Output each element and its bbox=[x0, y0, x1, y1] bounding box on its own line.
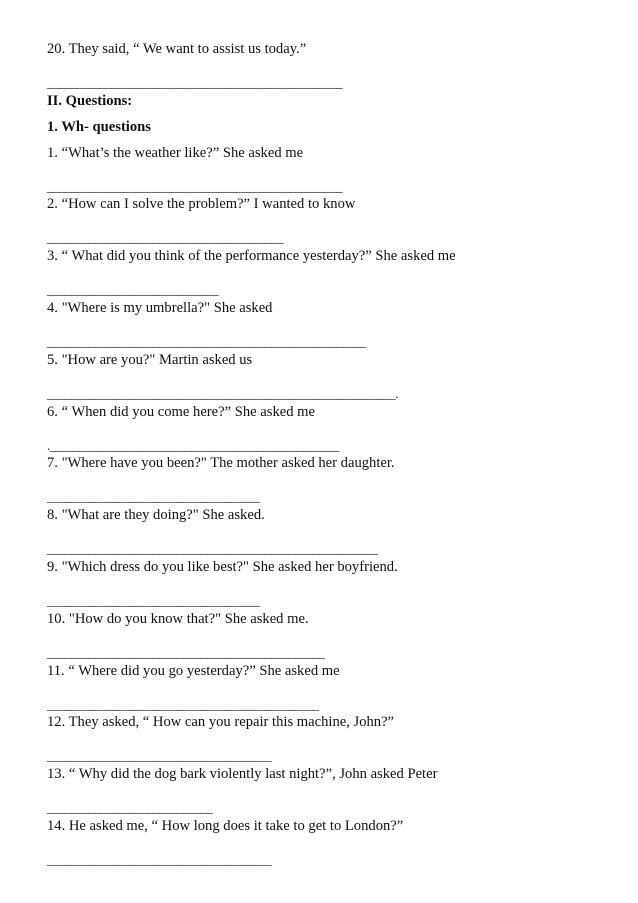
answer-blank[interactable]: ____________________________ bbox=[47, 800, 213, 816]
answer-blank[interactable]: _____________________________ bbox=[47, 282, 219, 298]
section-heading: II. Questions: bbox=[47, 92, 133, 109]
question-text: 2. “How can I solve the problem?” I wanted to know bbox=[47, 196, 356, 213]
answer-blank[interactable]: ________________________________________ bbox=[47, 230, 284, 246]
question-text: 8. "What are they doing?" She asked. bbox=[47, 507, 265, 524]
question-text: 4. "Where is my umbrella?" She asked bbox=[47, 300, 273, 316]
answer-blank[interactable]: ________________________________________________________ bbox=[47, 541, 378, 557]
answer-blank[interactable]: ___________________________________________________________. bbox=[47, 385, 398, 401]
answer-blank[interactable]: ______________________________________ bbox=[47, 748, 272, 764]
question-text: 14. He asked me, “ How long does it take to get to London?” bbox=[47, 818, 404, 834]
answer-blank[interactable]: ______________________________________________ bbox=[47, 696, 319, 712]
question-text: 7. "Where have you been?" The mother asked her daughter. bbox=[47, 455, 395, 472]
answer-blank[interactable]: __________________________________________________ bbox=[47, 178, 343, 194]
answer-blank[interactable]: ______________________________________ bbox=[47, 851, 272, 867]
answer-blank[interactable]: ____________________________________ bbox=[47, 489, 260, 505]
question-text: 3. “ What did you think of the performance yesterday?” She asked me bbox=[47, 248, 456, 265]
question-text: 1. “What’s the weather like?” She asked me bbox=[47, 144, 304, 161]
question-text: 20. They said, “ We want to assist us today.” bbox=[47, 41, 307, 57]
answer-blank[interactable]: _______________________________________________ bbox=[47, 644, 325, 660]
question-text: 12. They asked, “ How can you repair this machine, John?” bbox=[47, 714, 395, 731]
answer-blank[interactable]: __________________________________________________ bbox=[47, 74, 343, 90]
question-text: 11. “ Where did you go yesterday?” She asked me bbox=[47, 662, 340, 679]
question-text: 10. "How do you know that?" She asked me. bbox=[47, 610, 309, 627]
question-text: 6. “ When did you come here?” She asked me bbox=[47, 403, 315, 420]
answer-blank[interactable]: ______________________________________________________ bbox=[47, 333, 366, 349]
answer-blank[interactable]: ____________________________________ bbox=[47, 592, 260, 608]
section-heading: 1. Wh- questions bbox=[47, 118, 151, 135]
question-text: 13. “ Why did the dog bark violently last night?”, John asked Peter bbox=[47, 766, 438, 783]
answer-blank[interactable]: ._________________________________________________ bbox=[47, 437, 339, 453]
question-text: 9. "Which dress do you like best?" She asked her boyfriend. bbox=[47, 559, 398, 575]
question-text: 5. "How are you?" Martin asked us bbox=[47, 351, 253, 368]
